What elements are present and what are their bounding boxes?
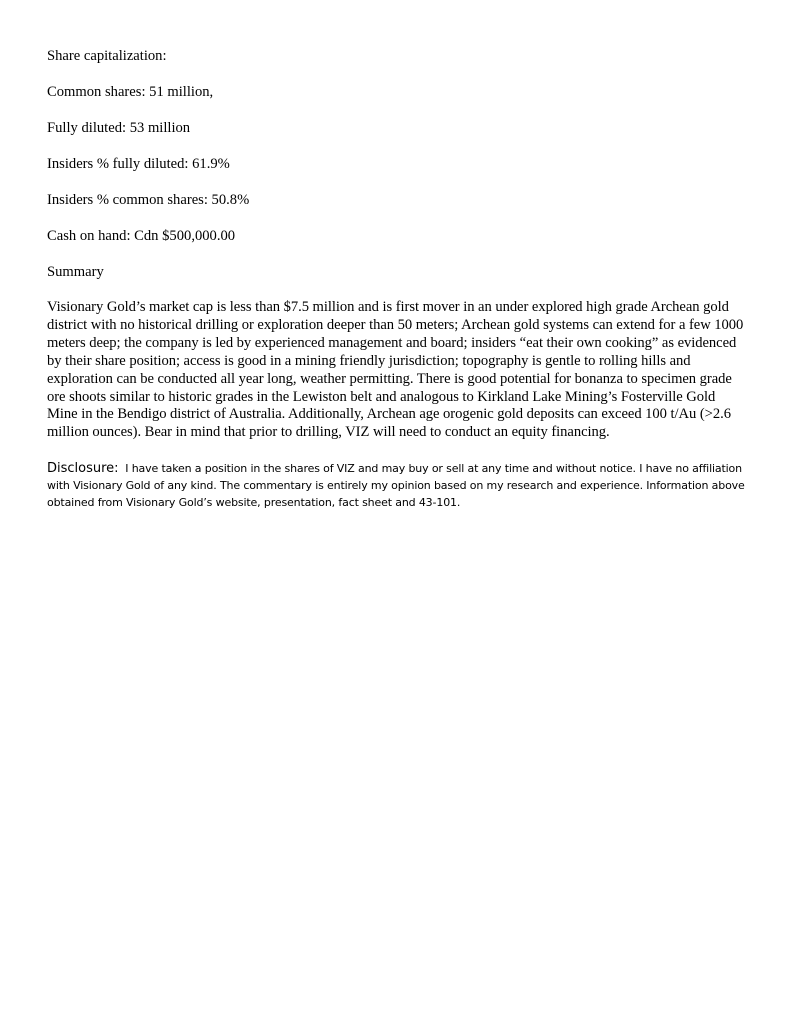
common-shares-line: Common shares: 51 million, bbox=[47, 84, 214, 100]
summary-paragraph: Visionary Gold’s market cap is less than $7.5 million and is first mover in an under explored high grade Archean gold district with no historical drilling or exploration deeper than 50 meters; Archean gold systems can extend for a few 1000 meters deep; the company is led by experienced management and board; insiders “eat their own cooking” as evidenced by their share position; access is good in a mining friendly jurisdiction; topography is gentle to rolling hills and exploration can be conducted all year long, weather permitting. There is good potential for bonanza to specimen grade ore shoots similar to historic grades in the Lewiston belt and analogous to Kirkland Lake Mining’s Fosterville Gold Mine in the Bendigo district of Australia. Additionally, Archean age orogenic gold deposits can exceed 100 t/Au (>2.6 million ounces). Bear in mind that prior to drilling, VIZ will need to conduct an equity financing. bbox=[47, 299, 744, 441]
document-page bbox=[47, 47, 747, 511]
summary-heading: Summary bbox=[47, 264, 104, 280]
cash-on-hand-line: Cash on hand: Cdn $500,000.00 bbox=[47, 228, 236, 244]
share-capitalization-heading: Share capitalization: bbox=[47, 48, 167, 64]
fully-diluted-line: Fully diluted: 53 million bbox=[47, 120, 191, 136]
disclosure-paragraph bbox=[47, 460, 747, 511]
insiders-fully-diluted-line: Insiders % fully diluted: 61.9% bbox=[47, 156, 230, 172]
disclosure-text: I have taken a position in the shares of VIZ and may buy or sell at any time and without notice. I have no affiliation with Visionary Gold of any kind. The commentary is entirely my opinion based on my research and experience. Information above obtained from Visionary Gold’s website, presentation, fact sheet and 43-101. bbox=[47, 462, 745, 510]
insiders-common-line: Insiders % common shares: 50.8% bbox=[47, 192, 250, 208]
disclosure-label: Disclosure: bbox=[47, 461, 119, 477]
